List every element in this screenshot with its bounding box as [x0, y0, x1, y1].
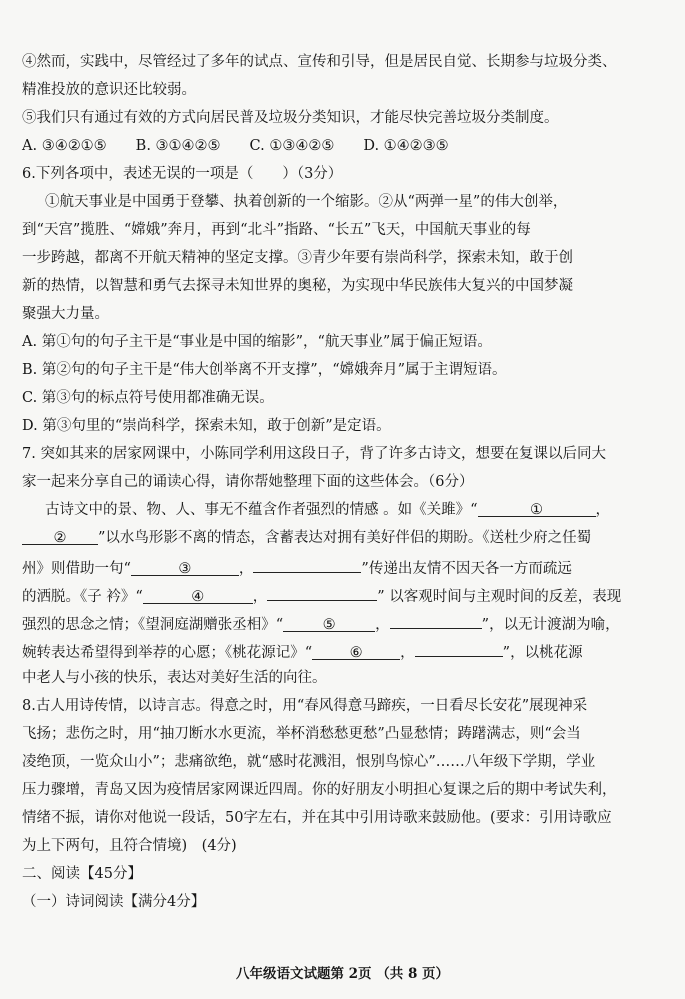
section-heading-reading: 二、阅读【45分】 [22, 866, 142, 882]
text-segment: ， [252, 589, 268, 605]
blank-5a[interactable]: ⑤ [283, 615, 375, 632]
option-d: D. 第③句里的“崇尚科学，探索未知，敢于创新”是定语。 [22, 418, 391, 434]
text-segment: 古诗文中的景、物、人、事无不蕴含作者强烈的情感 。如《关雎》“ [45, 502, 478, 518]
blank-6a[interactable]: ⑥ [312, 643, 400, 660]
question-8-line: 凌绝顶，一览众山小”；悲痛欲绝，就“感时花溅泪，恨别鸟惊心”……八年级下学期，学业 [22, 754, 596, 770]
fill-line-6 [22, 640, 662, 663]
blank-1[interactable]: ① [478, 500, 596, 517]
passage-line: 到“天宫”揽胜、“嫦娥”奔月，再到“北斗”指路、“长五”飞天，中国航天事业的每 [22, 222, 531, 238]
blank-4b[interactable] [267, 584, 377, 601]
text-segment: ” 以客观时间与主观时间的反差，表现 [377, 589, 622, 605]
fill-line-5 [22, 612, 662, 635]
option-c: C. 第③句的标点符号使用都准确无误。 [22, 390, 274, 406]
subsection-heading-poetry: （一）诗词阅读【满分4分】 [22, 894, 206, 910]
question-7-line: 家一起来分享自己的诵读心得，请你帮她整理下面的这些体会。（6分） [22, 474, 474, 490]
blank-5b[interactable] [390, 612, 482, 629]
fill-line-1 [45, 500, 685, 520]
text-segment: ， [238, 561, 254, 577]
question-8-line: 飞扬；悲伤之时，用“抽刀断水水更流，举杯消愁愁更愁”凸显愁情；踌躇满志，则“会当 [22, 726, 581, 742]
text-segment: ”传递出友情不因天各一方而疏远 [361, 561, 572, 577]
question-7-title: 7. 突如其来的居家网课中，小陈同学利用这段日子，背了许多古诗文，想要在复课以后同大 [22, 446, 606, 462]
question-8-title: 8.古人用诗传情，以诗言志。得意之时，用“春风得意马蹄疾，一日看尽长安花”展现神采 [22, 698, 588, 714]
text-segment: ”，以无计渡湖为喻， [481, 617, 620, 633]
passage-line: 新的热情，以智慧和勇气去探寻未知世界的奥秘，为实现中华民族伟大复兴的中国梦凝 [22, 278, 573, 294]
text-segment: ， [400, 645, 415, 661]
fill-line-4 [22, 584, 662, 607]
answer-options-q5: A. ③④②①⑤ B. ③①④②⑤ C. ①③④②⑤ D. ①④②③⑤ [22, 138, 449, 154]
passage-line: ①航天事业是中国勇于登攀、执着创新的一个缩影。②从“两弹一星”的伟大创举， [45, 194, 568, 210]
text-line: ④然而，实践中，尽管经过了多年的试点、宣传和引导，但是居民自觉、长期参与垃圾分类、 [22, 54, 617, 70]
page-footer: 八年级语文试题第 2页 （共 8 页） [235, 966, 450, 982]
option-a: A. 第①句的句子主干是“事业是中国的缩影”，“航天事业”属于偏正短语。 [22, 334, 492, 350]
question-8-line: 压力骤增，青岛又因为疫情居家网课近四周。你的好朋友小明担心复课之后的期中考试失利， [22, 782, 617, 798]
question-8-line: 为上下两句，且符合情境) (4分) [22, 838, 237, 854]
blank-2[interactable]: ② [22, 528, 98, 545]
passage-line: 聚强大力量。 [22, 306, 109, 322]
text-segment: 州》则借助一句“ [22, 561, 131, 577]
blank-3a[interactable]: ③ [131, 559, 239, 576]
text-line: 精准投放的意识还比较弱。 [22, 82, 196, 98]
question-6-title: 6.下列各项中，表述无误的一项是（ ）（3分） [22, 166, 343, 182]
blank-3b[interactable] [253, 556, 361, 573]
text-segment: ， [375, 617, 390, 633]
blank-4a[interactable]: ④ [143, 587, 253, 604]
fill-line-2 [22, 528, 662, 548]
text-segment: ， [595, 502, 611, 518]
question-8-line: 情绪不振，请你对他说一段话，50字左右，并在其中引用诗歌来鼓励他。(要求：引用诗歌应 [22, 810, 612, 826]
blank-6b[interactable] [415, 640, 503, 657]
text-line: 中老人与小孩的快乐，表达对美好生活的向往。 [22, 670, 327, 686]
text-segment: 婉转表达希望得到举荐的心愿；《桃花源记》“ [22, 645, 313, 661]
text-segment: 强烈的思念之情；《望洞庭湖赠张丞相》“ [22, 617, 284, 633]
text-segment: ”，以桃花源 [502, 645, 583, 661]
text-line: ⑤我们只有通过有效的方式向居民普及垃圾分类知识，才能尽快完善垃圾分类制度。 [22, 110, 559, 126]
fill-line-3 [22, 556, 662, 579]
option-b: B. 第②句的句子主干是“伟大创举离不开支撑”，“嫦娥奔月”属于主谓短语。 [22, 362, 507, 378]
text-segment: 的洒脱。《子 衿》“ [22, 589, 143, 605]
text-segment: ”以水鸟形影不离的情态，含蓄表达对拥有美好伴侣的期盼。《送杜少府之任蜀 [98, 530, 592, 546]
passage-line: 一步跨越，都离不开航天精神的坚定支撑。③青少年要有崇尚科学，探索未知，敢于创 [22, 250, 573, 266]
